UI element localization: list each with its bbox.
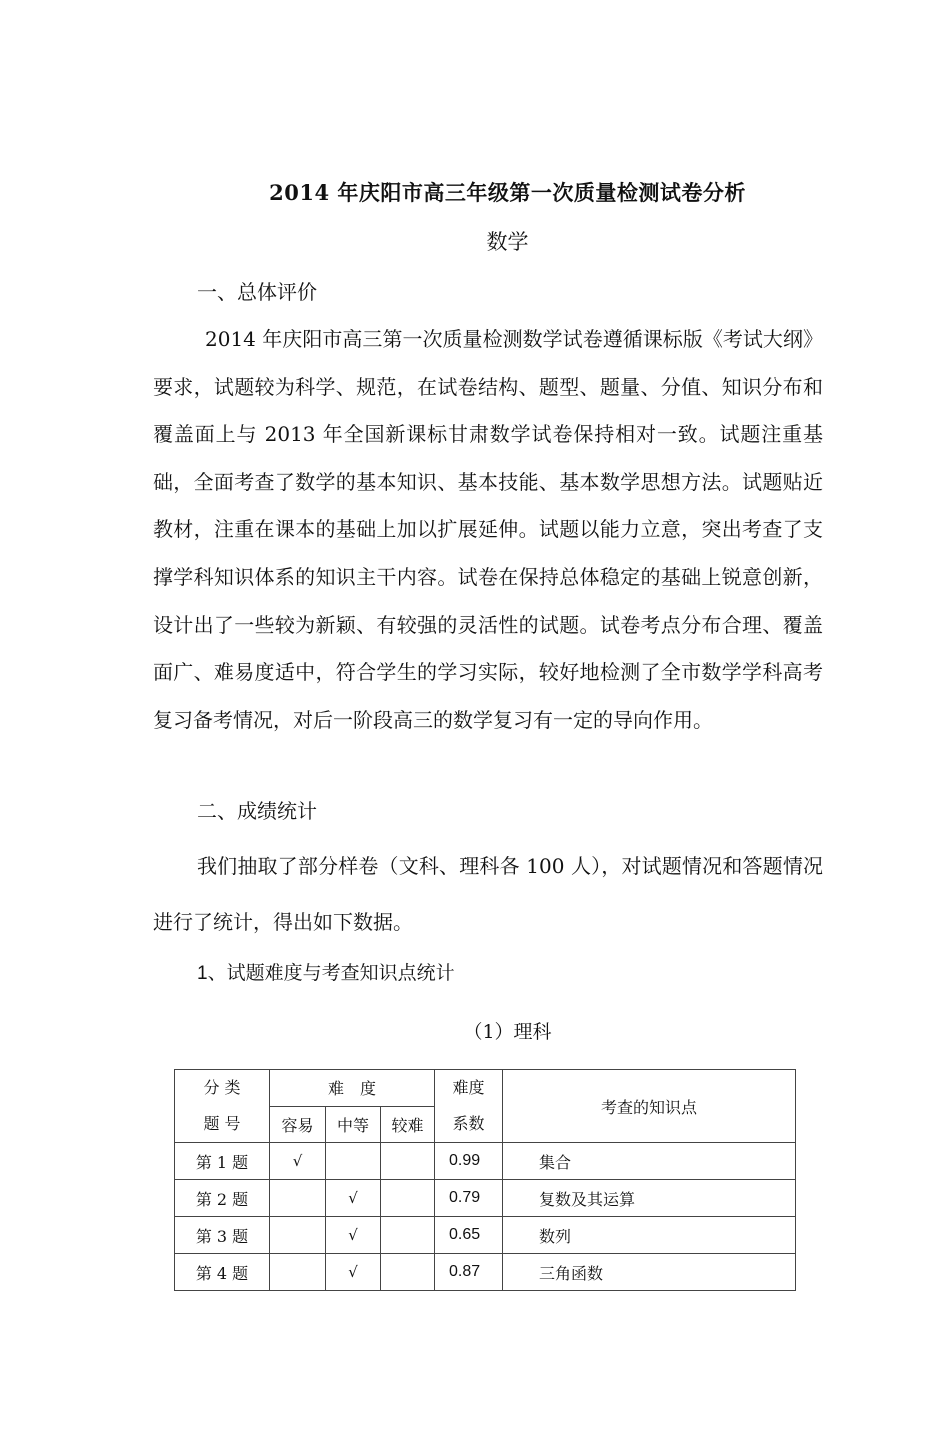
row-hard-mark: [381, 1143, 435, 1180]
header-category-cell: [175, 1070, 270, 1143]
header-medium: 中等: [326, 1106, 381, 1143]
row-knowledge: 三角函数: [503, 1254, 796, 1291]
row-medium-mark: √: [326, 1254, 381, 1291]
header-category-top: 分 类: [203, 1078, 241, 1097]
header-difficulty: 难 度: [270, 1070, 435, 1107]
header-category-bottom: 题 号: [203, 1114, 241, 1133]
table-row: [175, 1254, 796, 1291]
document-title: 2014 年庆阳市高三年级第一次质量检测试卷分析: [269, 180, 746, 205]
row-label: 第 2 题: [175, 1180, 270, 1217]
row-knowledge: 集合: [503, 1143, 796, 1180]
table-header-row-1: [175, 1070, 796, 1107]
section-heading-overall: 一、总体评价: [197, 280, 317, 304]
row-medium-mark: √: [326, 1217, 381, 1254]
row-easy-mark: [270, 1180, 326, 1217]
row-hard-mark: [381, 1180, 435, 1217]
table-row: [175, 1180, 796, 1217]
subsection-heading-difficulty: 1、试题难度与考查知识点统计: [197, 963, 455, 984]
document-subtitle: 数学: [486, 230, 529, 254]
row-easy-mark: [270, 1254, 326, 1291]
row-label: 第 4 题: [175, 1254, 270, 1291]
header-coef-cell: [435, 1070, 503, 1143]
table-row: [175, 1143, 796, 1180]
header-hard: 较难: [381, 1106, 435, 1143]
section-body-overall: 2014 年庆阳市高三第一次质量检测数学试卷遵循课标版《考试大纲》要求，试题较为科学、规范，在试卷结构、题型、题量、分值、知识分布和覆盖面上与 2013 年全国新课标甘肃数学试卷保持相对一致。试题注重基础，全面考查了数学的基本知识、基本技能、基本数学思想方法。试题贴近教材，注重在课本的基础上加以扩展延伸。试题以能力立意，突出考查了支撑学科知识体系的知识主干内容。试卷在保持总体稳定的基础上锐意创新，设计出了一些较为新颖、有较强的灵活性的试题。试卷考点分布合理、覆盖面广、难易度适中，符合学生的学习实际，较好地检测了全市数学学科高考复习备考情况，对后一阶段高三的数学复习有一定的导向作用。: [153, 327, 823, 732]
section-heading-stats: 二、成绩统计: [197, 799, 317, 823]
row-easy-mark: [270, 1217, 326, 1254]
row-knowledge: 复数及其运算: [503, 1180, 796, 1217]
row-coef: 0.87: [435, 1254, 503, 1291]
row-easy-mark: √: [270, 1143, 326, 1180]
header-coef-bottom: 系数: [452, 1114, 485, 1133]
header-coef-top: 难度: [452, 1078, 485, 1097]
row-label: 第 1 题: [175, 1143, 270, 1180]
row-coef: 0.99: [435, 1143, 503, 1180]
difficulty-table: [174, 1069, 796, 1291]
row-coef: 0.65: [435, 1217, 503, 1254]
row-coef: 0.79: [435, 1180, 503, 1217]
row-hard-mark: [381, 1254, 435, 1291]
header-easy: 容易: [270, 1106, 326, 1143]
row-hard-mark: [381, 1217, 435, 1254]
row-label: 第 3 题: [175, 1217, 270, 1254]
table-caption: （1）理科: [463, 1021, 552, 1043]
row-medium-mark: [326, 1143, 381, 1180]
table-row: [175, 1217, 796, 1254]
section-body-stats: 我们抽取了部分样卷（文科、理科各 100 人），对试题情况和答题情况进行了统计，得出如下数据。: [153, 854, 823, 934]
row-medium-mark: √: [326, 1180, 381, 1217]
row-knowledge: 数列: [503, 1217, 796, 1254]
header-knowledge: 考查的知识点: [503, 1070, 796, 1143]
